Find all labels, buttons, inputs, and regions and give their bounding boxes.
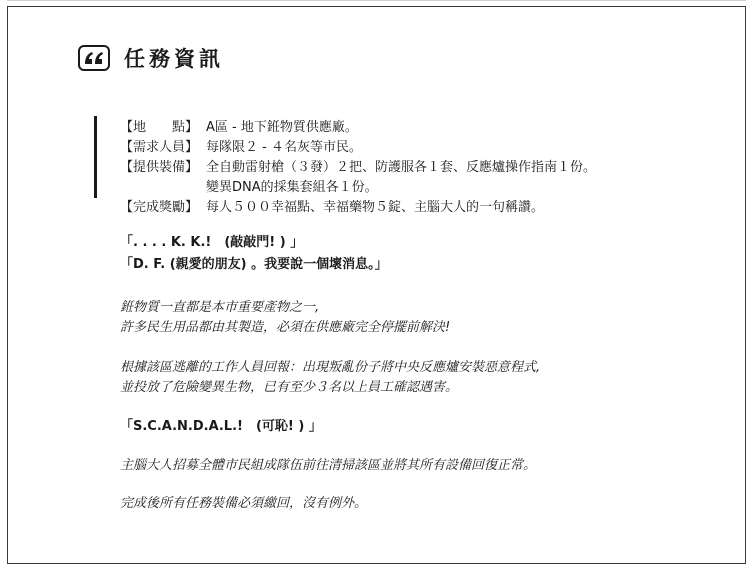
info-label: 【地 點】 (120, 120, 199, 135)
dialogue-quotes (120, 232, 735, 276)
side-accent-bar (94, 116, 97, 198)
story-paragraph: 主腦大人招募全體市民組成隊伍前往清掃該區並將其所有設備回復正常。 (120, 458, 537, 473)
story-line: 並投放了危險變異生物，已有至少３名以上員工確認遇害。 (120, 380, 459, 395)
info-row-equipment (120, 158, 735, 178)
info-value-continuation: 變異DNA的採集套組各１份。 (206, 180, 378, 195)
top-rule (7, 0, 746, 1)
info-value: 每人５００幸福點、幸福藥物５錠、主腦大人的一句稱讚。 (206, 200, 545, 215)
story-line: 銋物質一直都是本市重要產物之一, (120, 300, 320, 315)
mission-content (120, 118, 735, 514)
dialogue-line: 「D. F. (親愛的朋友) 。我要說一個壞消息。」 (120, 257, 388, 272)
scandal-quote: 「S.C.A.N.D.A.L.! (可恥! ) 」 (120, 419, 322, 434)
story-paragraph: 完成後所有任務裝備必須繳回，沒有例外。 (120, 496, 368, 511)
info-value: 每隊限２ - ４名灰等市民。 (206, 140, 362, 155)
story-paragraph (120, 298, 735, 338)
story-line: 許多民生用品都由其製造，必須在供應廠完全停擺前解決! (120, 320, 451, 335)
mission-info-list (120, 118, 735, 218)
info-label: 【提供裝備】 (120, 160, 199, 175)
section-header (78, 42, 224, 74)
page-title: 任務資訊 (124, 47, 224, 71)
quote-icon (78, 45, 110, 71)
story-line: 根據該區逃離的工作人員回報：出現叛亂份子將中央反應爐安裝惡意程式, (120, 360, 541, 375)
info-row-personnel (120, 138, 735, 158)
info-row-reward (120, 198, 735, 218)
dialogue-line: 「. . . . K. K.! (敲敲門! ) 」 (120, 235, 304, 250)
info-label: 【完成獎勵】 (120, 200, 199, 215)
info-label: 【需求人員】 (120, 140, 199, 155)
info-value: 全自動雷射槍（３發）２把、防護服各１套、反應爐操作指南１份。 (206, 160, 597, 175)
story-paragraph (120, 358, 735, 398)
info-row-location (120, 118, 735, 138)
info-value: A區 - 地下銋物質供應廠。 (206, 120, 358, 135)
